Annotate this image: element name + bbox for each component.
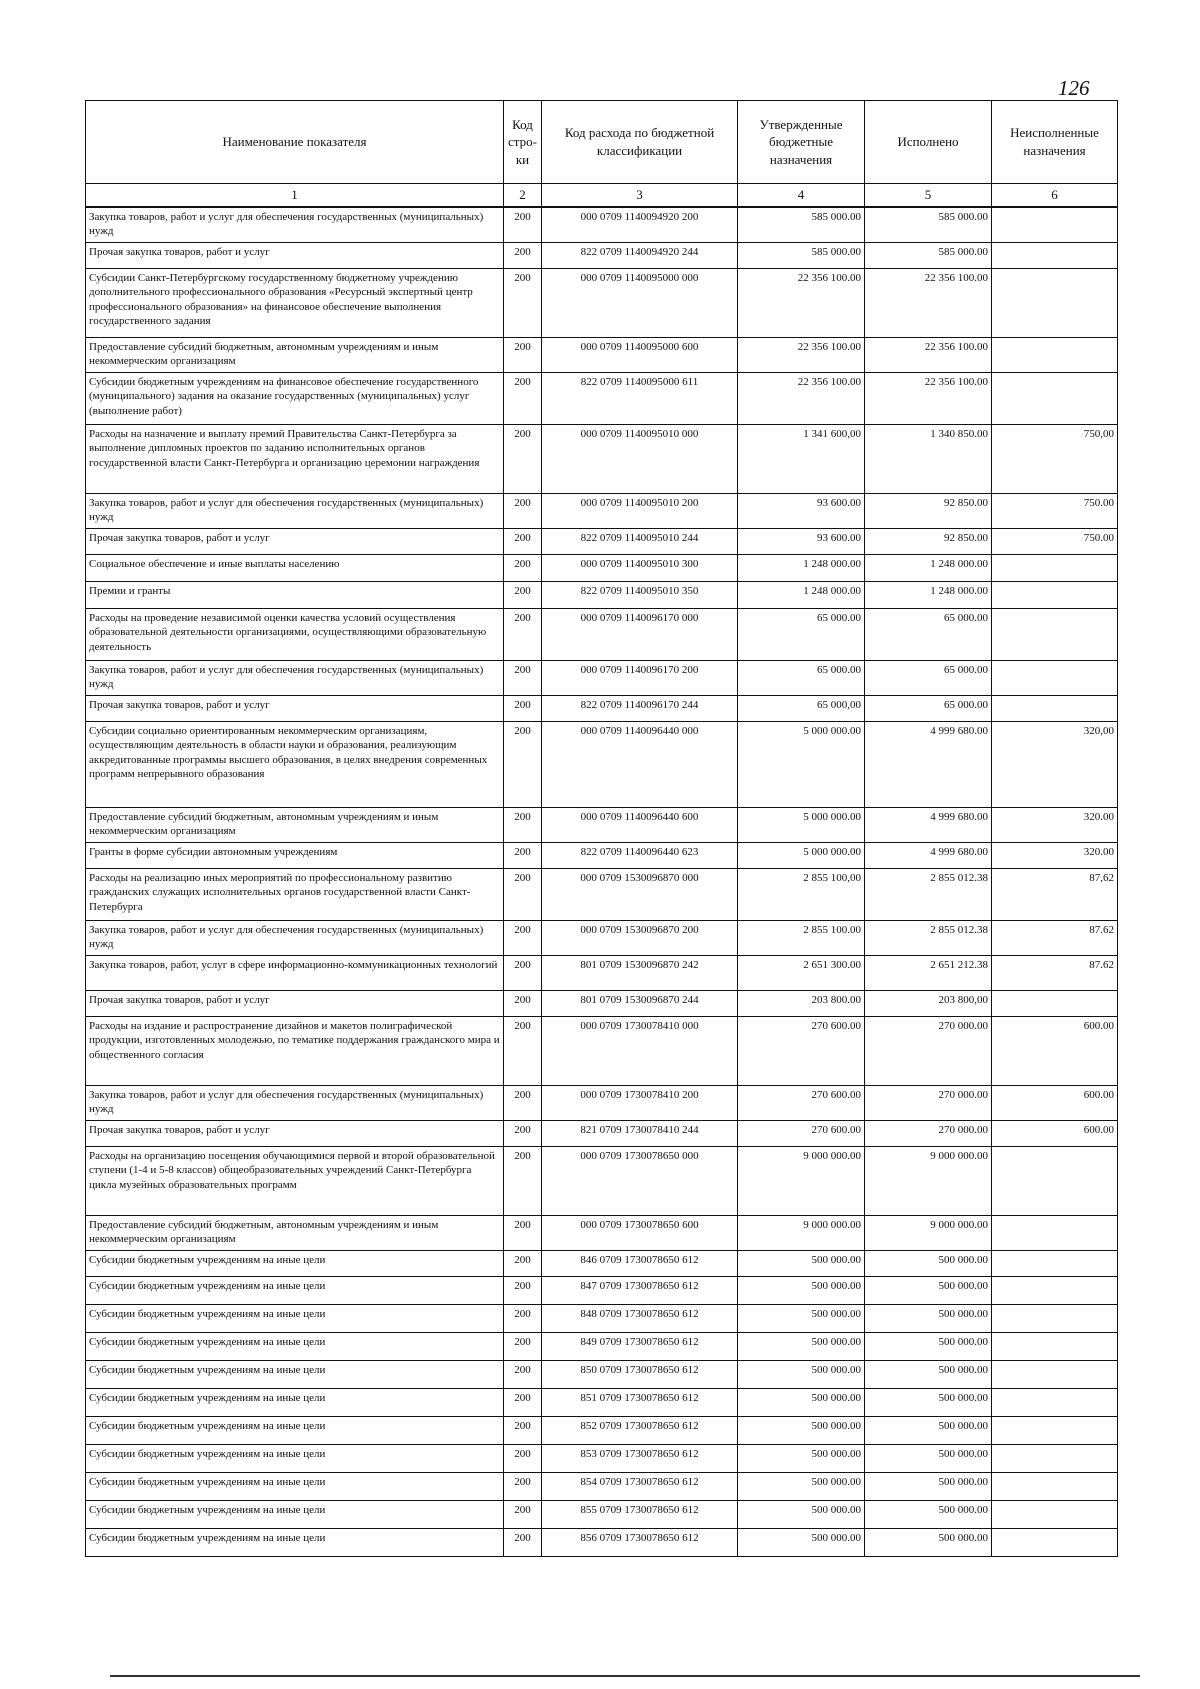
table-row: [86, 338, 1118, 373]
cell-budget-code: 853 0709 1730078650 612: [542, 1445, 738, 1473]
cell-approved: 1 248 000.00: [738, 555, 865, 582]
column-number: 6: [992, 184, 1118, 207]
cell-line-code: 200: [504, 1305, 542, 1333]
cell-name: Расходы на проведение независимой оценки качества условий осуществления образовательной деятельности организациями, осуществляющими образовательную деятельность: [86, 609, 504, 661]
table-row: [86, 1333, 1118, 1361]
cell-budget-code: 000 0709 1140095010 300: [542, 555, 738, 582]
cell-executed: 500 000.00: [865, 1333, 992, 1361]
cell-unexecuted: 87,62: [992, 869, 1118, 921]
cell-approved: 5 000 000.00: [738, 843, 865, 869]
header-line-code: Код стро-ки: [504, 101, 542, 184]
cell-budget-code: 801 0709 1530096870 242: [542, 956, 738, 991]
page-number: 126: [1058, 76, 1090, 100]
cell-unexecuted: 750,00: [992, 425, 1118, 494]
cell-line-code: 200: [504, 1333, 542, 1361]
cell-name: Предоставление субсидий бюджетным, автономным учреждениям и иным некоммерческим организациям: [86, 338, 504, 373]
cell-budget-code: 000 0709 1140096170 000: [542, 609, 738, 661]
cell-unexecuted: 320.00: [992, 843, 1118, 869]
cell-unexecuted: 320,00: [992, 722, 1118, 808]
table-row: [86, 373, 1118, 425]
cell-line-code: 200: [504, 843, 542, 869]
cell-line-code: 200: [504, 696, 542, 722]
table-row: [86, 529, 1118, 555]
cell-line-code: 200: [504, 722, 542, 808]
cell-unexecuted: [992, 338, 1118, 373]
cell-unexecuted: [992, 1333, 1118, 1361]
cell-budget-code: 000 0709 1140096170 200: [542, 661, 738, 696]
table-row: [86, 1529, 1118, 1557]
cell-executed: 1 248 000.00: [865, 555, 992, 582]
cell-unexecuted: [992, 1529, 1118, 1557]
table-row: [86, 1251, 1118, 1277]
cell-line-code: 200: [504, 808, 542, 843]
cell-budget-code: 822 0709 1140095010 244: [542, 529, 738, 555]
cell-executed: 92 850.00: [865, 529, 992, 555]
cell-line-code: 200: [504, 1216, 542, 1251]
cell-line-code: 200: [504, 494, 542, 529]
page-bottom-rule: [110, 1675, 1140, 1677]
header-approved: Утвержденные бюджетные назначения: [738, 101, 865, 184]
cell-name: Предоставление субсидий бюджетным, автономным учреждениям и иным некоммерческим организациям: [86, 1216, 504, 1251]
cell-line-code: 200: [504, 1017, 542, 1086]
cell-line-code: 200: [504, 869, 542, 921]
cell-line-code: 200: [504, 956, 542, 991]
cell-line-code: 200: [504, 1277, 542, 1305]
cell-approved: 500 000.00: [738, 1277, 865, 1305]
cell-unexecuted: [992, 991, 1118, 1017]
table-row: [86, 1017, 1118, 1086]
table-row: [86, 243, 1118, 269]
cell-approved: 500 000.00: [738, 1445, 865, 1473]
cell-executed: 22 356 100.00: [865, 269, 992, 338]
cell-unexecuted: 750.00: [992, 494, 1118, 529]
table-row: [86, 843, 1118, 869]
cell-approved: 1 341 600,00: [738, 425, 865, 494]
cell-approved: 9 000 000.00: [738, 1147, 865, 1216]
cell-approved: 2 855 100,00: [738, 869, 865, 921]
cell-unexecuted: [992, 207, 1118, 243]
cell-approved: 500 000.00: [738, 1389, 865, 1417]
cell-executed: 9 000 000.00: [865, 1147, 992, 1216]
cell-approved: 2 855 100.00: [738, 921, 865, 956]
cell-approved: 500 000.00: [738, 1333, 865, 1361]
table-row: [86, 1501, 1118, 1529]
cell-executed: 500 000.00: [865, 1251, 992, 1277]
cell-approved: 500 000.00: [738, 1501, 865, 1529]
cell-approved: 93 600.00: [738, 494, 865, 529]
cell-line-code: 200: [504, 1389, 542, 1417]
cell-budget-code: 801 0709 1530096870 244: [542, 991, 738, 1017]
cell-unexecuted: [992, 609, 1118, 661]
cell-line-code: 200: [504, 338, 542, 373]
cell-line-code: 200: [504, 582, 542, 609]
table-row: [86, 1305, 1118, 1333]
table-row: [86, 207, 1118, 243]
cell-approved: 500 000.00: [738, 1529, 865, 1557]
budget-execution-table: [85, 100, 1118, 1557]
table-row: [86, 696, 1118, 722]
table-row: [86, 494, 1118, 529]
cell-approved: 500 000.00: [738, 1305, 865, 1333]
cell-line-code: 200: [504, 269, 542, 338]
cell-executed: 203 800,00: [865, 991, 992, 1017]
cell-budget-code: 821 0709 1730078410 244: [542, 1121, 738, 1147]
cell-executed: 4 999 680.00: [865, 843, 992, 869]
cell-line-code: 200: [504, 1147, 542, 1216]
header-unexecuted: Неисполненные назначения: [992, 101, 1118, 184]
cell-name: Расходы на реализацию иных мероприятий по профессиональному развитию гражданских служащих исполнительных органов государственной власти Санкт-Петербурга: [86, 869, 504, 921]
cell-executed: 9 000 000.00: [865, 1216, 992, 1251]
cell-line-code: 200: [504, 1529, 542, 1557]
cell-budget-code: 822 0709 1140096440 623: [542, 843, 738, 869]
table-row: [86, 1473, 1118, 1501]
table-row: [86, 1361, 1118, 1389]
cell-unexecuted: [992, 1216, 1118, 1251]
cell-executed: 500 000.00: [865, 1473, 992, 1501]
table-row: [86, 1086, 1118, 1121]
cell-approved: 93 600.00: [738, 529, 865, 555]
cell-unexecuted: [992, 1473, 1118, 1501]
cell-budget-code: 000 0709 1140096440 000: [542, 722, 738, 808]
table-row: [86, 808, 1118, 843]
cell-name: Закупка товаров, работ и услуг для обеспечения государственных (муниципальных) нужд: [86, 494, 504, 529]
cell-budget-code: 000 0709 1140095000 600: [542, 338, 738, 373]
cell-unexecuted: [992, 661, 1118, 696]
cell-name: Закупка товаров, работ, услуг в сфере информационно-коммуникационных технологий: [86, 956, 504, 991]
cell-executed: 2 651 212.38: [865, 956, 992, 991]
cell-budget-code: 000 0709 1530096870 000: [542, 869, 738, 921]
cell-unexecuted: [992, 373, 1118, 425]
cell-budget-code: 822 0709 1140096170 244: [542, 696, 738, 722]
column-number: 1: [86, 184, 504, 207]
column-number: 5: [865, 184, 992, 207]
cell-unexecuted: [992, 1501, 1118, 1529]
cell-budget-code: 846 0709 1730078650 612: [542, 1251, 738, 1277]
cell-unexecuted: [992, 269, 1118, 338]
cell-approved: 1 248 000.00: [738, 582, 865, 609]
table-row: [86, 869, 1118, 921]
cell-executed: 270 000.00: [865, 1086, 992, 1121]
cell-budget-code: 000 0709 1730078410 200: [542, 1086, 738, 1121]
column-number: 3: [542, 184, 738, 207]
cell-unexecuted: 600.00: [992, 1086, 1118, 1121]
cell-approved: 22 356 100.00: [738, 269, 865, 338]
cell-executed: 270 000.00: [865, 1121, 992, 1147]
cell-name: Субсидии социально ориентированным некоммерческим организациям, осуществляющим деятельность в области науки и образования, реализующим аккредитованные программы высшего образования, в целях внедрения современных программ непрерывного образования: [86, 722, 504, 808]
table-row: [86, 1277, 1118, 1305]
cell-name: Прочая закупка товаров, работ и услуг: [86, 529, 504, 555]
cell-approved: 585 000.00: [738, 207, 865, 243]
cell-line-code: 200: [504, 1121, 542, 1147]
cell-line-code: 200: [504, 243, 542, 269]
cell-executed: 270 000.00: [865, 1017, 992, 1086]
cell-executed: 500 000.00: [865, 1277, 992, 1305]
cell-executed: 1 248 000.00: [865, 582, 992, 609]
cell-name: Закупка товаров, работ и услуг для обеспечения государственных (муниципальных) нужд: [86, 661, 504, 696]
cell-approved: 65 000.00: [738, 661, 865, 696]
cell-line-code: 200: [504, 609, 542, 661]
cell-approved: 9 000 000.00: [738, 1216, 865, 1251]
table-row: [86, 1445, 1118, 1473]
cell-name: Социальное обеспечение и иные выплаты населению: [86, 555, 504, 582]
column-number: 4: [738, 184, 865, 207]
cell-executed: 92 850.00: [865, 494, 992, 529]
table-row: [86, 425, 1118, 494]
cell-line-code: 200: [504, 1361, 542, 1389]
cell-budget-code: 822 0709 1140094920 244: [542, 243, 738, 269]
cell-line-code: 200: [504, 1501, 542, 1529]
table-row: [86, 582, 1118, 609]
cell-executed: 500 000.00: [865, 1445, 992, 1473]
cell-name: Субсидии бюджетным учреждениям на иные цели: [86, 1361, 504, 1389]
cell-budget-code: 822 0709 1140095000 611: [542, 373, 738, 425]
cell-name: Субсидии бюджетным учреждениям на финансовое обеспечение государственного (муниципального) задания на оказание государственных (муниципальных) услуг (выполнение работ): [86, 373, 504, 425]
cell-budget-code: 855 0709 1730078650 612: [542, 1501, 738, 1529]
cell-name: Субсидии бюджетным учреждениям на иные цели: [86, 1333, 504, 1361]
column-number: 2: [504, 184, 542, 207]
cell-unexecuted: [992, 1147, 1118, 1216]
cell-approved: 5 000 000.00: [738, 722, 865, 808]
cell-line-code: 200: [504, 373, 542, 425]
cell-approved: 270 600.00: [738, 1121, 865, 1147]
cell-unexecuted: [992, 1389, 1118, 1417]
cell-line-code: 200: [504, 661, 542, 696]
cell-budget-code: 000 0709 1140095000 000: [542, 269, 738, 338]
cell-name: Субсидии бюджетным учреждениям на иные цели: [86, 1529, 504, 1557]
table-row: [86, 991, 1118, 1017]
table-row: [86, 555, 1118, 582]
table-row: [86, 722, 1118, 808]
cell-name: Субсидии бюджетным учреждениям на иные цели: [86, 1501, 504, 1529]
cell-unexecuted: [992, 1251, 1118, 1277]
cell-name: Субсидии Санкт-Петербургскому государственному бюджетному учреждению дополнительного профессионального образования «Ресурсный экспертный центр профессионального образования» на финансовое обеспечение выполнения государственного задания: [86, 269, 504, 338]
cell-budget-code: 854 0709 1730078650 612: [542, 1473, 738, 1501]
cell-name: Прочая закупка товаров, работ и услуг: [86, 696, 504, 722]
cell-unexecuted: [992, 243, 1118, 269]
cell-budget-code: 000 0709 1140096440 600: [542, 808, 738, 843]
cell-approved: 65 000.00: [738, 609, 865, 661]
cell-name: Субсидии бюджетным учреждениям на иные цели: [86, 1277, 504, 1305]
cell-line-code: 200: [504, 207, 542, 243]
cell-unexecuted: [992, 555, 1118, 582]
cell-executed: 4 999 680.00: [865, 808, 992, 843]
cell-executed: 2 855 012.38: [865, 921, 992, 956]
cell-executed: 65 000.00: [865, 661, 992, 696]
cell-executed: 500 000.00: [865, 1361, 992, 1389]
table-row: [86, 921, 1118, 956]
cell-name: Расходы на назначение и выплату премий Правительства Санкт-Петербурга за выполнение дипломных проектов по заданию исполнительных органов государственной власти Санкт-Петербурга и организацию церемонии награждения: [86, 425, 504, 494]
cell-unexecuted: 600.00: [992, 1121, 1118, 1147]
cell-name: Субсидии бюджетным учреждениям на иные цели: [86, 1417, 504, 1445]
table-row: [86, 1417, 1118, 1445]
cell-executed: 4 999 680.00: [865, 722, 992, 808]
cell-approved: 203 800.00: [738, 991, 865, 1017]
cell-budget-code: 856 0709 1730078650 612: [542, 1529, 738, 1557]
cell-budget-code: 000 0709 1730078410 000: [542, 1017, 738, 1086]
cell-name: Субсидии бюджетным учреждениям на иные цели: [86, 1251, 504, 1277]
cell-name: Закупка товаров, работ и услуг для обеспечения государственных (муниципальных) нужд: [86, 921, 504, 956]
cell-unexecuted: 87.62: [992, 921, 1118, 956]
cell-executed: 585 000.00: [865, 207, 992, 243]
cell-unexecuted: 600.00: [992, 1017, 1118, 1086]
cell-executed: 500 000.00: [865, 1417, 992, 1445]
cell-unexecuted: [992, 582, 1118, 609]
cell-budget-code: 000 0709 1730078650 000: [542, 1147, 738, 1216]
cell-unexecuted: 87.62: [992, 956, 1118, 991]
cell-approved: 500 000.00: [738, 1361, 865, 1389]
cell-budget-code: 000 0709 1530096870 200: [542, 921, 738, 956]
cell-executed: 22 356 100.00: [865, 373, 992, 425]
cell-executed: 2 855 012.38: [865, 869, 992, 921]
cell-line-code: 200: [504, 991, 542, 1017]
cell-executed: 500 000.00: [865, 1389, 992, 1417]
table-row: [86, 956, 1118, 991]
cell-unexecuted: [992, 1361, 1118, 1389]
cell-approved: 22 356 100.00: [738, 373, 865, 425]
cell-approved: 270 600.00: [738, 1017, 865, 1086]
header-row: [86, 101, 1118, 184]
cell-budget-code: 000 0709 1140095010 000: [542, 425, 738, 494]
cell-name: Прочая закупка товаров, работ и услуг: [86, 243, 504, 269]
cell-name: Расходы на организацию посещения обучающимися первой и второй образовательной ступени (1-4 и 5-8 классов) общеобразовательных учреждений Санкт-Петербурга цикла музейных образовательных программ: [86, 1147, 504, 1216]
table-row: [86, 1147, 1118, 1216]
cell-executed: 585 000.00: [865, 243, 992, 269]
cell-unexecuted: [992, 1445, 1118, 1473]
cell-budget-code: 847 0709 1730078650 612: [542, 1277, 738, 1305]
cell-name: Гранты в форме субсидии автономным учреждениям: [86, 843, 504, 869]
table-row: [86, 609, 1118, 661]
cell-executed: 22 356 100.00: [865, 338, 992, 373]
cell-line-code: 200: [504, 529, 542, 555]
cell-line-code: 200: [504, 921, 542, 956]
cell-name: Расходы на издание и распространение дизайнов и макетов полиграфической продукции, изготовленных молодежью, по тематике поддержания гражданского мира и общественного согласия: [86, 1017, 504, 1086]
cell-name: Субсидии бюджетным учреждениям на иные цели: [86, 1305, 504, 1333]
table-row: [86, 269, 1118, 338]
cell-name: Премии и гранты: [86, 582, 504, 609]
cell-name: Закупка товаров, работ и услуг для обеспечения государственных (муниципальных) нужд: [86, 1086, 504, 1121]
cell-budget-code: 849 0709 1730078650 612: [542, 1333, 738, 1361]
cell-approved: 2 651 300.00: [738, 956, 865, 991]
column-number-row: [86, 184, 1118, 207]
cell-approved: 585 000.00: [738, 243, 865, 269]
cell-budget-code: 000 0709 1140095010 200: [542, 494, 738, 529]
cell-budget-code: 822 0709 1140095010 350: [542, 582, 738, 609]
cell-name: Субсидии бюджетным учреждениям на иные цели: [86, 1389, 504, 1417]
cell-unexecuted: [992, 696, 1118, 722]
cell-name: Прочая закупка товаров, работ и услуг: [86, 991, 504, 1017]
cell-line-code: 200: [504, 1251, 542, 1277]
table-row: [86, 661, 1118, 696]
cell-executed: 1 340 850.00: [865, 425, 992, 494]
cell-budget-code: 851 0709 1730078650 612: [542, 1389, 738, 1417]
cell-approved: 22 356 100.00: [738, 338, 865, 373]
cell-name: Субсидии бюджетным учреждениям на иные цели: [86, 1473, 504, 1501]
cell-approved: 500 000.00: [738, 1417, 865, 1445]
cell-line-code: 200: [504, 1417, 542, 1445]
cell-name: Прочая закупка товаров, работ и услуг: [86, 1121, 504, 1147]
cell-name: Субсидии бюджетным учреждениям на иные цели: [86, 1445, 504, 1473]
header-budget-code: Код расхода по бюджетной классификации: [542, 101, 738, 184]
cell-unexecuted: [992, 1305, 1118, 1333]
table-row: [86, 1216, 1118, 1251]
cell-executed: 500 000.00: [865, 1305, 992, 1333]
cell-line-code: 200: [504, 425, 542, 494]
cell-name: Предоставление субсидий бюджетным, автономным учреждениям и иным некоммерческим организациям: [86, 808, 504, 843]
table-row: [86, 1121, 1118, 1147]
cell-line-code: 200: [504, 555, 542, 582]
cell-executed: 500 000.00: [865, 1501, 992, 1529]
cell-line-code: 200: [504, 1445, 542, 1473]
header-executed: Исполнено: [865, 101, 992, 184]
cell-unexecuted: [992, 1417, 1118, 1445]
cell-unexecuted: 750.00: [992, 529, 1118, 555]
cell-executed: 500 000.00: [865, 1529, 992, 1557]
cell-approved: 5 000 000.00: [738, 808, 865, 843]
cell-budget-code: 852 0709 1730078650 612: [542, 1417, 738, 1445]
cell-approved: 270 600.00: [738, 1086, 865, 1121]
cell-executed: 65 000.00: [865, 609, 992, 661]
cell-budget-code: 850 0709 1730078650 612: [542, 1361, 738, 1389]
cell-line-code: 200: [504, 1086, 542, 1121]
cell-budget-code: 000 0709 1730078650 600: [542, 1216, 738, 1251]
header-indicator-name: Наименование показателя: [86, 101, 504, 184]
cell-unexecuted: [992, 1277, 1118, 1305]
cell-budget-code: 848 0709 1730078650 612: [542, 1305, 738, 1333]
cell-approved: 65 000,00: [738, 696, 865, 722]
cell-unexecuted: 320.00: [992, 808, 1118, 843]
cell-name: Закупка товаров, работ и услуг для обеспечения государственных (муниципальных) нужд: [86, 207, 504, 243]
cell-budget-code: 000 0709 1140094920 200: [542, 207, 738, 243]
cell-executed: 65 000.00: [865, 696, 992, 722]
cell-approved: 500 000.00: [738, 1473, 865, 1501]
cell-approved: 500 000.00: [738, 1251, 865, 1277]
table-row: [86, 1389, 1118, 1417]
cell-line-code: 200: [504, 1473, 542, 1501]
